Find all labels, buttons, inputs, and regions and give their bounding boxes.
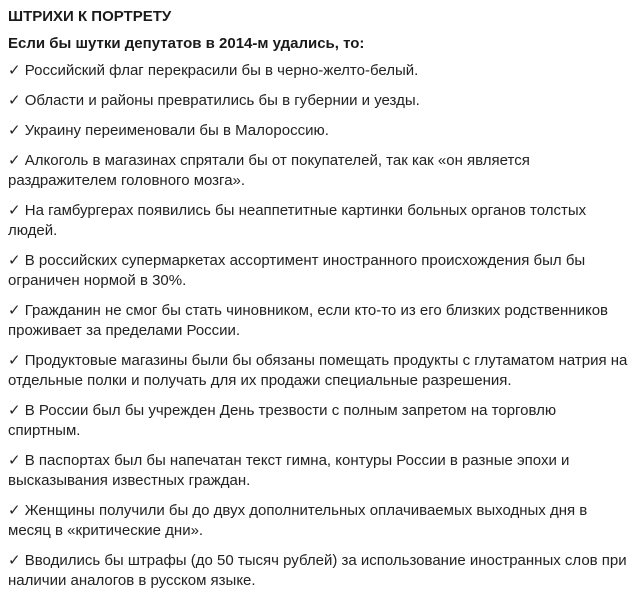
intro-text: Если бы шутки депутатов в 2014-м удались, то: bbox=[8, 35, 365, 52]
list-item bbox=[8, 301, 630, 341]
list-item-text: Области и районы превратились бы в губернии и уезды. bbox=[24, 92, 420, 109]
list-item bbox=[8, 251, 630, 291]
list-item-text: Вводились бы штрафы (до 50 тысяч рублей) за использование иностранных слов при наличии аналогов в русском языке. bbox=[8, 552, 627, 589]
list-item-text: Алкоголь в магазинах спрятали бы от покупателей, так как «он является раздражителем головного мозга». bbox=[8, 152, 530, 189]
list-item-text: Российский флаг перекрасили бы в черно-желто-белый. bbox=[24, 62, 419, 79]
checkmark-icon: ✓ bbox=[8, 352, 21, 369]
checkmark-icon: ✓ bbox=[8, 122, 21, 139]
section-title: ШТРИХИ К ПОРТРЕТУ bbox=[8, 8, 172, 25]
list-item bbox=[8, 551, 630, 591]
list-item-text: Продуктовые магазины были бы обязаны помещать продукты с глутаматом натрия на отдельные полки и получать для их продажи специальные разрешения. bbox=[8, 352, 628, 389]
checkmark-icon: ✓ bbox=[8, 152, 21, 169]
list-item-text: В российских супермаркетах ассортимент иностранного происхождения был бы ограничен нормой в 30%. bbox=[8, 252, 586, 289]
list-item-text: Украину переименовали бы в Малороссию. bbox=[24, 122, 329, 139]
list-item bbox=[8, 201, 630, 241]
checkmark-icon: ✓ bbox=[8, 402, 21, 419]
list-item-text: Гражданин не смог бы стать чиновником, если кто-то из его близких родственников проживает за пределами России. bbox=[8, 302, 609, 339]
list-item bbox=[8, 401, 630, 441]
list-item-text: В паспортах был бы напечатан текст гимна, контуры России в разные эпохи и высказывания известных граждан. bbox=[8, 452, 570, 489]
list-item bbox=[8, 451, 630, 491]
checkmark-icon: ✓ bbox=[8, 302, 21, 319]
list-item bbox=[8, 151, 630, 191]
list-item bbox=[8, 121, 630, 141]
checkmark-icon: ✓ bbox=[8, 502, 21, 519]
list-item bbox=[8, 61, 630, 81]
checkmark-icon: ✓ bbox=[8, 92, 21, 109]
checkmark-icon: ✓ bbox=[8, 202, 21, 219]
list-item-text: В России был бы учрежден День трезвости с полным запретом на торговлю спиртным. bbox=[8, 402, 557, 439]
list-item bbox=[8, 351, 630, 391]
list-item bbox=[8, 91, 630, 111]
checklist bbox=[8, 61, 630, 591]
list-item-text: На гамбургерах появились бы неаппетитные картинки больных органов толстых людей. bbox=[8, 202, 587, 239]
list-item-text: Женщины получили бы до двух дополнительных оплачиваемых выходных дня в месяц в «критические дни». bbox=[8, 502, 588, 539]
checkmark-icon: ✓ bbox=[8, 552, 21, 569]
checkmark-icon: ✓ bbox=[8, 452, 21, 469]
checkmark-icon: ✓ bbox=[8, 252, 21, 269]
list-item bbox=[8, 501, 630, 541]
checkmark-icon: ✓ bbox=[8, 62, 21, 79]
